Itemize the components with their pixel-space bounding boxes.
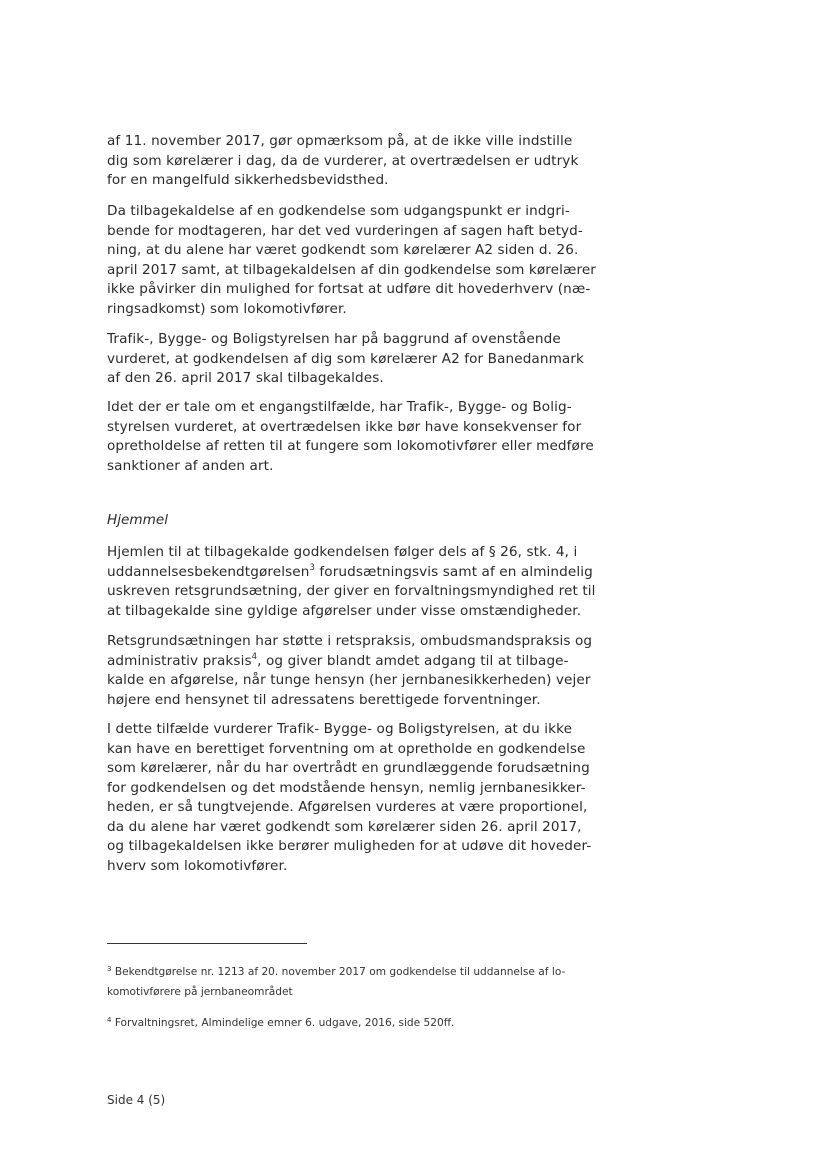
text-line: da du alene har været godkendt som kørelærer siden 26. april 2017, xyxy=(107,818,582,835)
text-line: Retsgrundsætningen har støtte i retspraksis, ombudsmandspraksis og xyxy=(107,633,593,649)
text-line: for en mangelfuld sikkerhedsbevidsthed. xyxy=(107,172,389,188)
footnote-text: Bekendtgørelse nr. 1213 af 20. november 2017 om godkendelse til uddannelse af lo- xyxy=(114,966,566,978)
text-fragment: forudsætningsvis samt af en almindelig xyxy=(314,563,593,580)
paragraph-legal-basis xyxy=(107,543,607,621)
text-line: at tilbagekalde sine gyldige afgørelser under visse omstændigheder. xyxy=(107,602,582,619)
footnote-4 xyxy=(107,1013,607,1033)
text-line: Hjemlen til at tilbagekalde godkendelsen følger dels af § 26, stk. 4, i xyxy=(107,544,578,560)
text-line: højere end hensynet til adressatens berettigede forventninger. xyxy=(107,691,541,708)
paragraph-consequences xyxy=(107,398,607,476)
text-line: uskreven retsgrundsætning, der giver en forvaltningsmyndighed ret til xyxy=(107,583,596,599)
footnote-line: komotivførere på jernbaneområdet xyxy=(107,986,293,998)
footnote-mark: 3 xyxy=(107,965,112,973)
text-line: vurderet, at godkendelsen af dig som kørelærer A2 for Banedanmark xyxy=(107,350,585,367)
text-line: kan have en berettiget forventning om at opretholde en godkendelse xyxy=(107,740,586,757)
footnote-line xyxy=(107,962,607,982)
text-line xyxy=(107,563,607,583)
paragraph-assessment xyxy=(107,202,607,319)
text-line: som kørelærer, når du har overtrådt en grundlæggende forudsætning xyxy=(107,760,590,776)
footnote-line xyxy=(107,1013,607,1033)
footnote-text: Forvaltningsret, Almindelige emner 6. udgave, 2016, side 520ff. xyxy=(114,1017,455,1029)
text-line: april 2017 samt, at tilbagekaldelsen af din godkendelse som kørelærer xyxy=(107,261,596,278)
text-line: ning, at du alene har været godkendt som kørelærer A2 siden d. 26. xyxy=(107,242,579,258)
paragraph-decision-context xyxy=(107,132,607,191)
page-number: Side 4 (5) xyxy=(107,1093,166,1107)
text-line: ringsadkomst) som lokomotivfører. xyxy=(107,300,347,317)
footnote-3 xyxy=(107,962,607,1002)
text-fragment: uddannelsesbekendtgørelsen xyxy=(107,563,310,580)
paragraph-legal-principle xyxy=(107,632,607,710)
text-line: bende for modtageren, har det ved vurderingen af sagen haft betyd- xyxy=(107,222,583,239)
text-line: styrelsen vurderet, at overtrædelsen ikke bør have konsekvenser for xyxy=(107,418,582,435)
footnote-divider xyxy=(107,943,307,944)
footnote-mark: 4 xyxy=(107,1016,112,1024)
text-line: Trafik-, Bygge- og Boligstyrelsen har på baggrund af ovenstående xyxy=(107,331,561,347)
text-line: kalde en afgørelse, når tunge hensyn (her jernbanesikkerheden) vejer xyxy=(107,672,591,688)
footnote-reference: 3 xyxy=(309,562,315,573)
text-line: heden, er så tungtvejende. Afgørelsen vurderes at være proportionel, xyxy=(107,799,588,815)
text-line: for godkendelsen og det modstående hensyn, nemlig jernbanesikker- xyxy=(107,779,586,796)
text-line xyxy=(107,652,607,672)
text-fragment: administrativ praksis xyxy=(107,652,252,669)
section-heading-hjemmel: Hjemmel xyxy=(107,512,168,528)
text-line: Idet der er tale om et engangstilfælde, har Trafik-, Bygge- og Bolig- xyxy=(107,399,572,415)
text-line: og tilbagekaldelsen ikke berører muligheden for at udøve dit hoveder- xyxy=(107,838,592,854)
footnote-reference: 4 xyxy=(251,651,258,662)
paragraph-conclusion xyxy=(107,330,607,389)
text-line: dig som kørelærer i dag, da de vurderer, at overtrædelsen er udtryk xyxy=(107,152,579,169)
paragraph-proportionality xyxy=(107,720,607,876)
text-line: Da tilbagekaldelse af en godkendelse som udgangspunkt er indgri- xyxy=(107,203,570,219)
text-line: opretholdelse af retten til at fungere som lokomotivfører eller medføre xyxy=(107,438,594,454)
text-line: sanktioner af anden art. xyxy=(107,457,274,474)
text-line: af den 26. april 2017 skal tilbagekaldes. xyxy=(107,370,384,386)
text-line: ikke påvirker din mulighed for fortsat at udføre dit hovederhverv (næ- xyxy=(107,281,591,297)
text-line: hverv som lokomotivfører. xyxy=(107,857,288,874)
text-fragment: , og giver blandt amdet adgang til at tilbage- xyxy=(257,652,569,669)
text-line: I dette tilfælde vurderer Trafik- Bygge- og Boligstyrelsen, at du ikke xyxy=(107,721,573,737)
text-line: af 11. november 2017, gør opmærksom på, at de ikke ville indstille xyxy=(107,133,573,149)
